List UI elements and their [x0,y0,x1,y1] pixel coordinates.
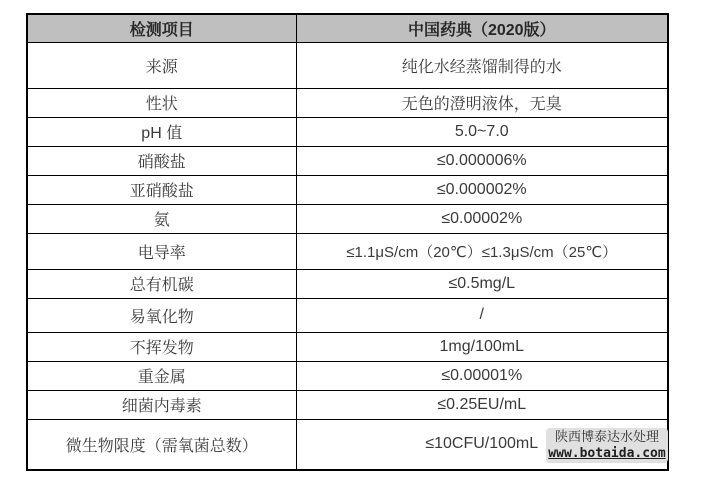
test-item-cell: 硝酸盐 [27,146,296,175]
test-item-cell: 来源 [27,42,296,88]
test-item-cell: 性状 [27,88,296,117]
table-row [27,361,668,390]
standard-value-cell: 纯化水经蒸馏制得的水 [296,42,668,88]
table-row [27,88,668,117]
test-item-cell: 电导率 [27,233,296,269]
header-cell-test-item: 检测项目 [27,14,296,42]
standard-value-cell: 1mg/100mL [296,332,668,361]
header-row [27,14,668,42]
test-item-cell: 微生物限度（需氧菌总数） [27,419,296,470]
table-row [27,233,668,269]
standard-value-cell: ≤0.5mg/L [296,269,668,298]
standard-value-cell: ≤0.00002% [296,204,668,233]
test-item-cell: 亚硝酸盐 [27,175,296,204]
table-row [27,42,668,88]
watermark-url: www.botaida.com [548,445,666,461]
standard-value-cell: ≤0.000002% [296,175,668,204]
table-row [27,175,668,204]
test-item-cell: pH 值 [27,117,296,146]
standard-value-cell: ≤0.25EU/mL [296,390,668,419]
table-row [27,117,668,146]
table-row [27,332,668,361]
test-item-cell: 易氧化物 [27,298,296,332]
watermark [546,428,668,463]
table-row [27,204,668,233]
spec-table [26,13,669,471]
test-item-cell: 总有机碳 [27,269,296,298]
standard-value-cell: ≤1.1μS/cm（20℃）≤1.3μS/cm（25℃） [296,233,668,269]
test-item-cell: 氨 [27,204,296,233]
test-item-cell: 不挥发物 [27,332,296,361]
table-row [27,269,668,298]
standard-value-cell: ≤0.00001% [296,361,668,390]
table-row [27,390,668,419]
standard-value-cell: ≤0.000006% [296,146,668,175]
header-cell-pharmacopoeia: 中国药典（2020版） [296,14,668,42]
standard-value-cell: 5.0~7.0 [296,117,668,146]
standard-value-cell: 无色的澄明液体，无臭 [296,88,668,117]
test-item-cell: 重金属 [27,361,296,390]
watermark-company-name: 陕西博泰达水处理 [554,429,659,445]
standard-value-cell: / [296,298,668,332]
standard-value-cell: ≤10CFU/100mL [296,419,668,470]
table-row [27,146,668,175]
table-row [27,298,668,332]
test-item-cell: 细菌内毒素 [27,390,296,419]
